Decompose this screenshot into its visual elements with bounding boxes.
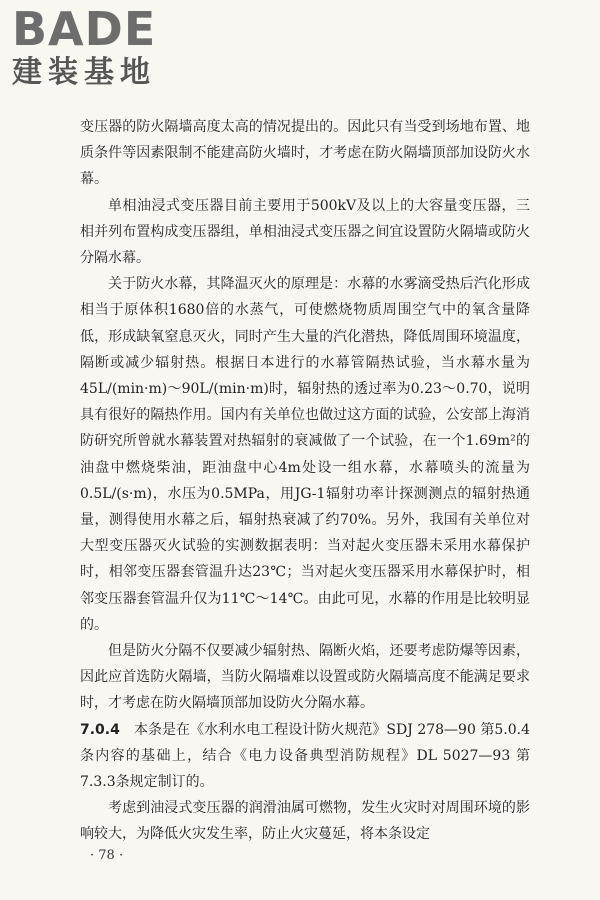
logo-word: BADE (12, 2, 157, 56)
paragraph-3: 关于防火水幕，其降温灭火的原理是：水幕的水雾滴受热后汽化形成相当于原体积1680倍的水蒸气，可使燃烧物质周围空气中的氧含量降低，形成缺氧窒息灭火，同时产生大量的汽化潜热，降低周围环境温度，隔断或减少辐射热。根据日本进行的水幕管隔热试验，当水幕水量为45L/(min·m)～90L/(min·m)时，辐射热的透过率为0.23～0.70，说明具有很好的隔热作用。国内有关单位也做过这方面的试验，公安部上海消防研究所曾就水幕装置对热辐射的衰减做了一个试验，在一个1.69m²的油盘中燃烧柴油，距油盘中心4m处设一组水幕，水幕喷头的流量为0.5L/(s·m)，水压为0.5MPa，用JG-1辐射功率计探测测点的辐射热通量，测得使用水幕之后，辐射热衰减了约70%。另外，我国有关单位对大型变压器灭火试验的实测数据表明：当对起火变压器未采用水幕保护时，相邻变压器套管温升达23℃；当对起火变压器采用水幕保护时，相邻变压器套管温升仅为11℃～14℃。由此可见，水幕的作用是比较明显的。 (80, 276, 530, 633)
paragraph-final: 考虑到油浸式变压器的润滑油属可燃物，发生火灾时对周围环境的影响较大，为降低火灾发生率，防止火灾蔓延，将本条设定 (80, 800, 530, 843)
clause-number: 7.0.4 (80, 721, 120, 738)
page-number: · 78 · (90, 848, 124, 863)
logo-subtitle: 建装基地 (12, 55, 156, 90)
paragraph-1: 变压器的防火隔墙高度太高的情况提出的。因此只有当受到场地布置、地质条件等因素限制不能建高防火墙时，才考虑在防火隔墙顶部加设防火水幕。 (80, 119, 530, 188)
bade-logo (12, 2, 182, 96)
clause-text: 本条是在《水利水电工程设计防火规范》SDJ 278—90 第5.0.4条内容的基础上，结合《电力设备典型消防规程》DL 5027—93 第7.3.3条规定制订的。 (80, 721, 530, 791)
paragraph-4: 但是防火分隔不仅要减少辐射热、隔断火焰，还要考虑防爆等因素，因此应首选防火隔墙，当防火隔墙难以设置或防火隔墙高度不能满足要求时，才考虑在防火隔墙顶部加设防火分隔水幕。 (80, 643, 530, 712)
paragraph-2: 单相油浸式变压器目前主要用于500kV及以上的大容量变压器，三相并列布置构成变压器组，单相油浸式变压器之间宜设置防火隔墙或防火分隔水幕。 (80, 197, 530, 267)
clause-paragraph (80, 717, 530, 796)
body-text (80, 114, 530, 848)
